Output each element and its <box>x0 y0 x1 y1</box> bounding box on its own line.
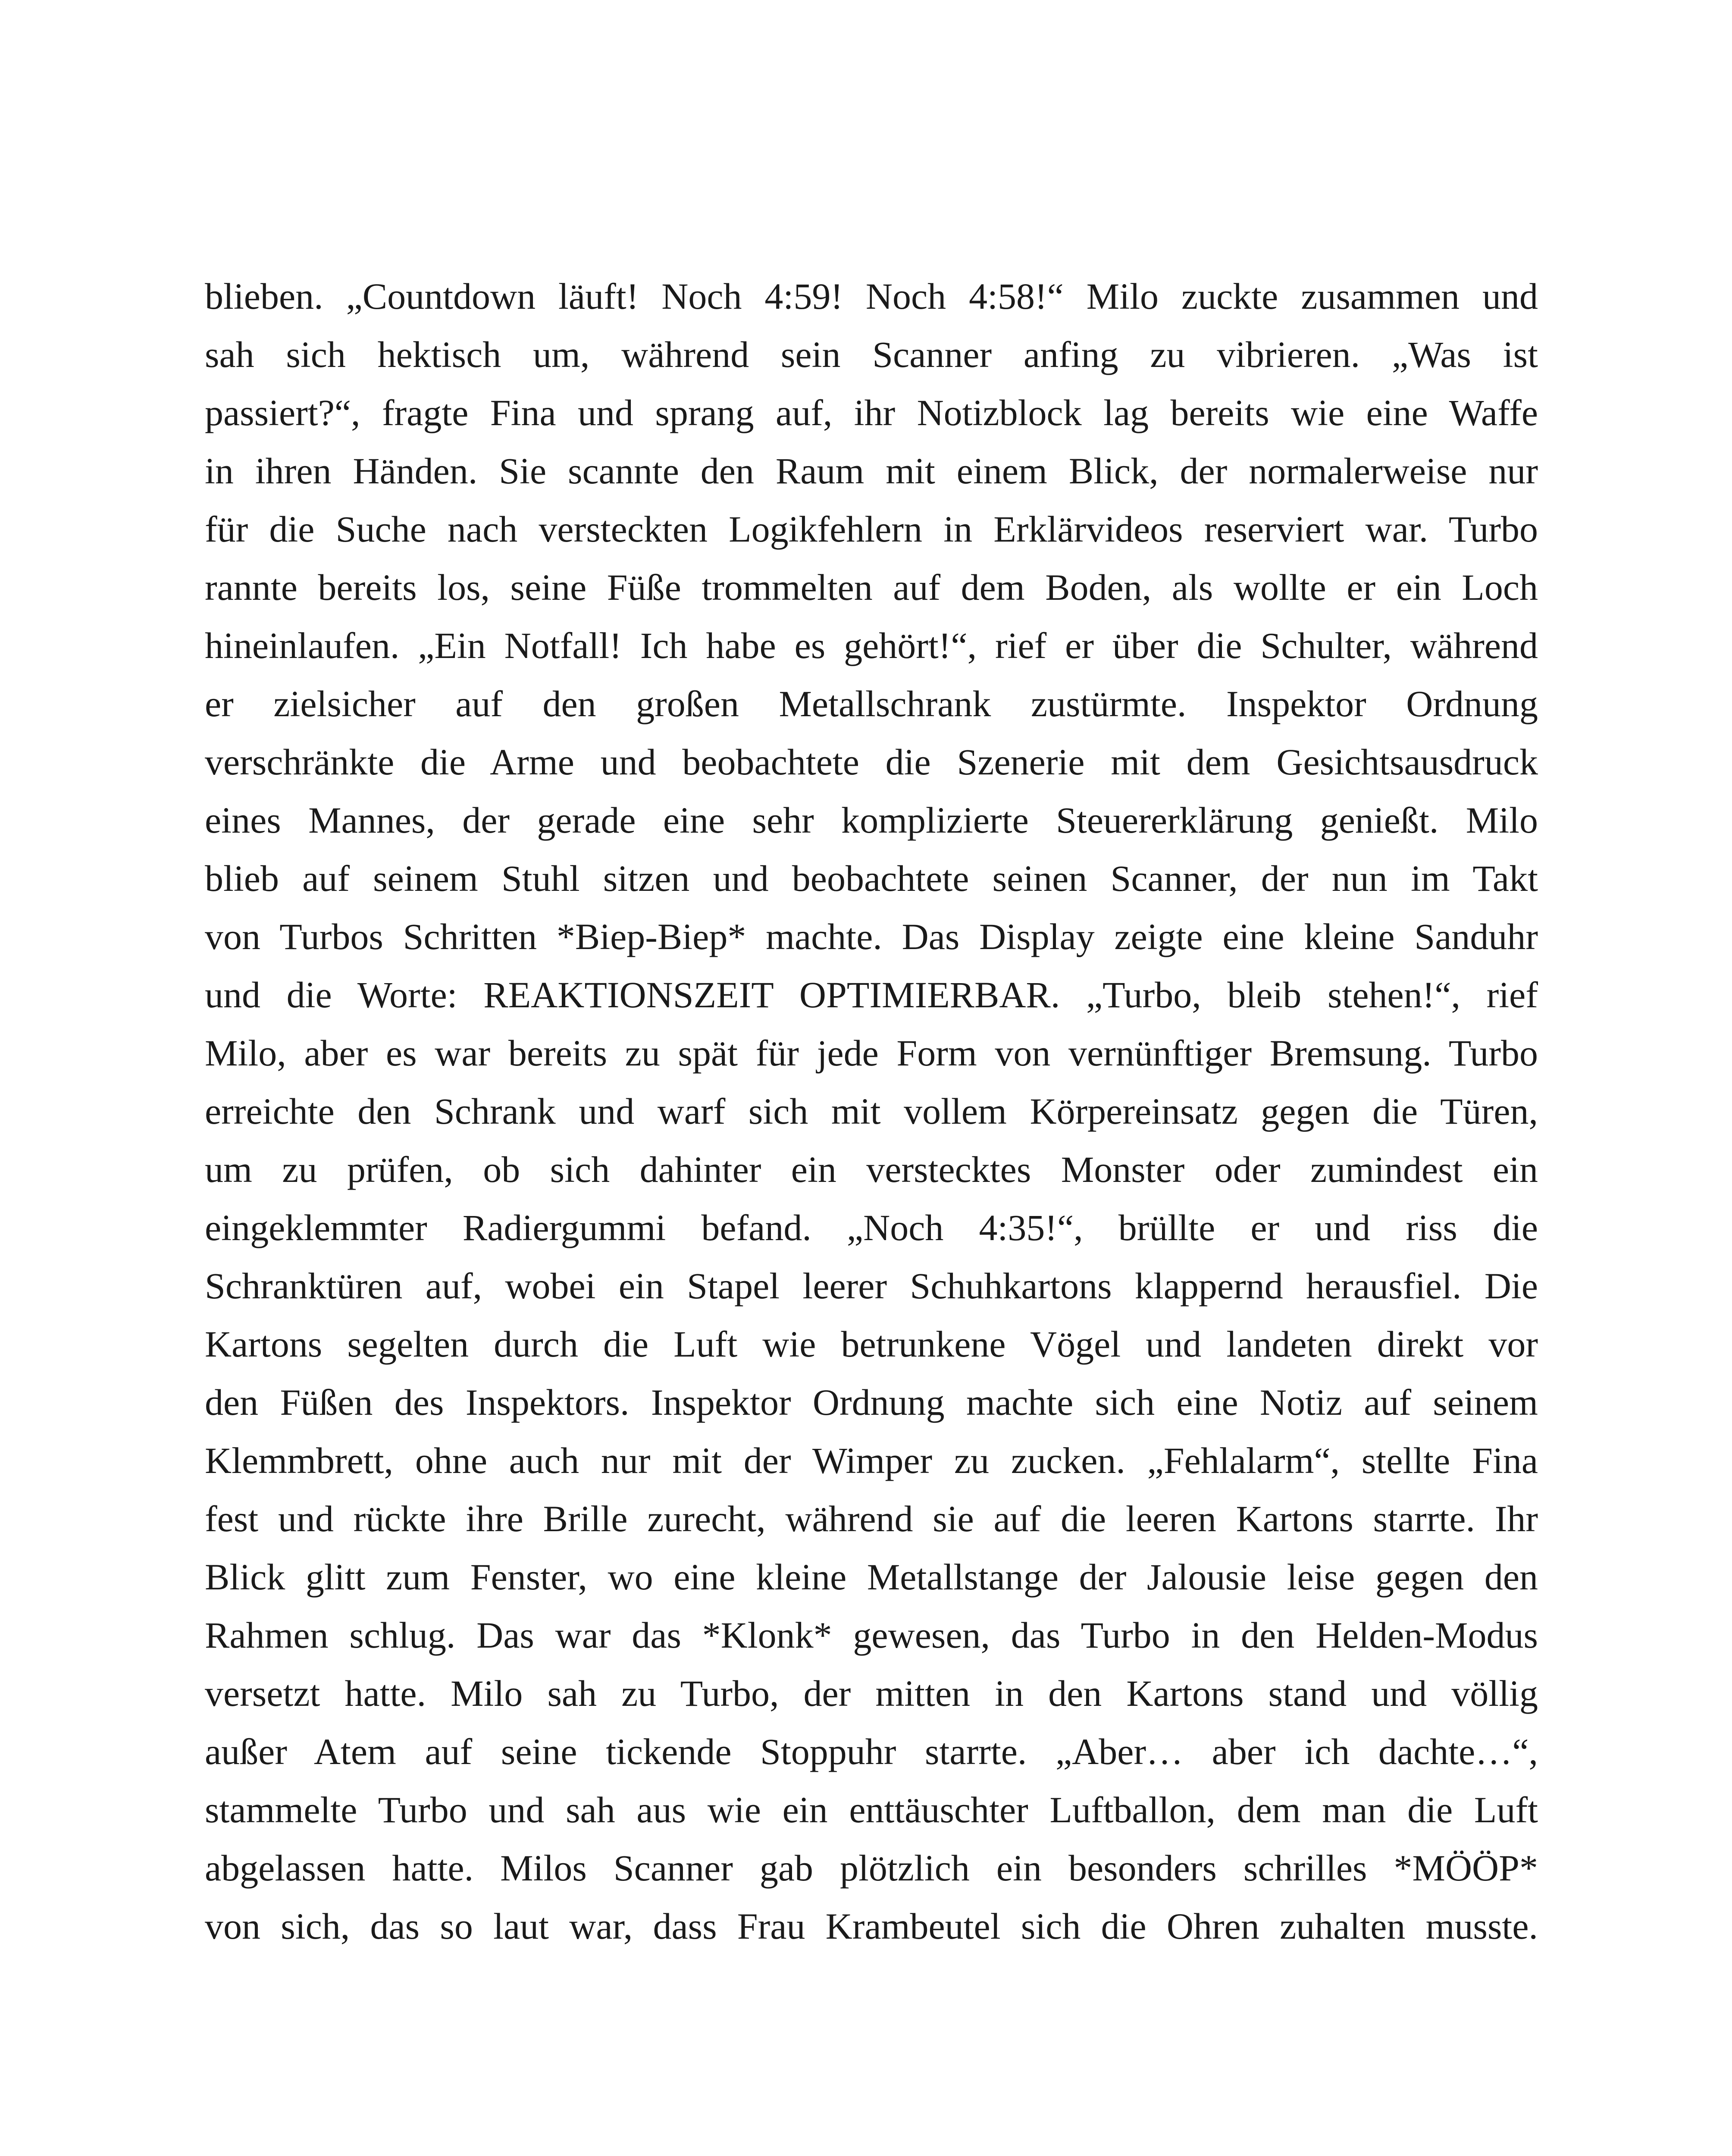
text-line: für die Suche nach versteckten Logikfehlern in Erklärvideos reserviert war. Turbo <box>205 508 1538 550</box>
text-line: versetzt hatte. Milo sah zu Turbo, der mitten in den Kartons stand und völlig <box>205 1673 1538 1714</box>
text-line: außer Atem auf seine tickende Stoppuhr starrte. „Aber… aber ich dachte…“, <box>205 1731 1538 1772</box>
text-line: Blick glitt zum Fenster, wo eine kleine Metallstange der Jalousie leise gegen den <box>205 1556 1538 1598</box>
text-line: passiert?“, fragte Fina und sprang auf, ihr Notizblock lag bereits wie eine Waffe <box>205 392 1538 433</box>
text-line: und die Worte: REAKTIONSZEIT OPTIMIERBAR. „Turbo, bleib stehen!“, rief <box>205 974 1538 1015</box>
text-line: um zu prüfen, ob sich dahinter ein verstecktes Monster oder zumindest ein <box>205 1149 1538 1190</box>
text-line: von sich, das so laut war, dass Frau Krambeutel sich die Ohren zuhalten musste. <box>205 1905 1538 1947</box>
text-line: den Füßen des Inspektors. Inspektor Ordnung machte sich eine Notiz auf seinem <box>205 1382 1538 1423</box>
text-line: Schranktüren auf, wobei ein Stapel leerer Schuhkartons klappernd herausfiel. Die <box>205 1265 1538 1307</box>
text-line: erreichte den Schrank und warf sich mit vollem Körpereinsatz gegen die Türen, <box>205 1091 1538 1132</box>
text-line: eines Mannes, der gerade eine sehr komplizierte Steuererklärung genießt. Milo <box>205 799 1538 841</box>
text-line: blieb auf seinem Stuhl sitzen und beobachtete seinen Scanner, der nun im Takt <box>205 858 1538 899</box>
text-line: stammelte Turbo und sah aus wie ein enttäuschter Luftballon, dem man die Luft <box>205 1789 1538 1830</box>
body-text <box>205 267 1538 2009</box>
text-line: rannte bereits los, seine Füße trommelten auf dem Boden, als wollte er ein Loch <box>205 567 1538 608</box>
text-line: blieben. „Countdown läuft! Noch 4:59! Noch 4:58!“ Milo zuckte zusammen und <box>205 276 1538 317</box>
text-line: hineinlaufen. „Ein Notfall! Ich habe es gehört!“, rief er über die Schulter, während <box>205 625 1538 666</box>
text-line: Rahmen schlug. Das war das *Klonk* gewesen, das Turbo in den Helden-Modus <box>205 1614 1538 1656</box>
text-line: in ihren Händen. Sie scannte den Raum mit einem Blick, der normalerweise nur <box>205 450 1538 492</box>
text-line: Kartons segelten durch die Luft wie betrunkene Vögel und landeten direkt vor <box>205 1323 1538 1365</box>
text-line: sah sich hektisch um, während sein Scanner anfing zu vibrieren. „Was ist <box>205 334 1538 375</box>
text-line: Milo, aber es war bereits zu spät für jede Form von vernünftiger Bremsung. Turbo <box>205 1032 1538 1074</box>
text-line: abgelassen hatte. Milos Scanner gab plötzlich ein besonders schrilles *MÖÖP* <box>205 1847 1538 1889</box>
text-line: von Turbos Schritten *Biep-Biep* machte. Das Display zeigte eine kleine Sanduhr <box>205 916 1538 957</box>
text-line: verschränkte die Arme und beobachtete die Szenerie mit dem Gesichtsausdruck <box>205 741 1538 783</box>
text-line: Klemmbrett, ohne auch nur mit der Wimper zu zucken. „Fehlalarm“, stellte Fina <box>205 1440 1538 1481</box>
text-line: er zielsicher auf den großen Metallschrank zustürmte. Inspektor Ordnung <box>205 683 1538 724</box>
text-line: eingeklemmter Radiergummi befand. „Noch 4:35!“, brüllte er und riss die <box>205 1207 1538 1248</box>
text-line: fest und rückte ihre Brille zurecht, während sie auf die leeren Kartons starrte. Ihr <box>205 1498 1538 1539</box>
